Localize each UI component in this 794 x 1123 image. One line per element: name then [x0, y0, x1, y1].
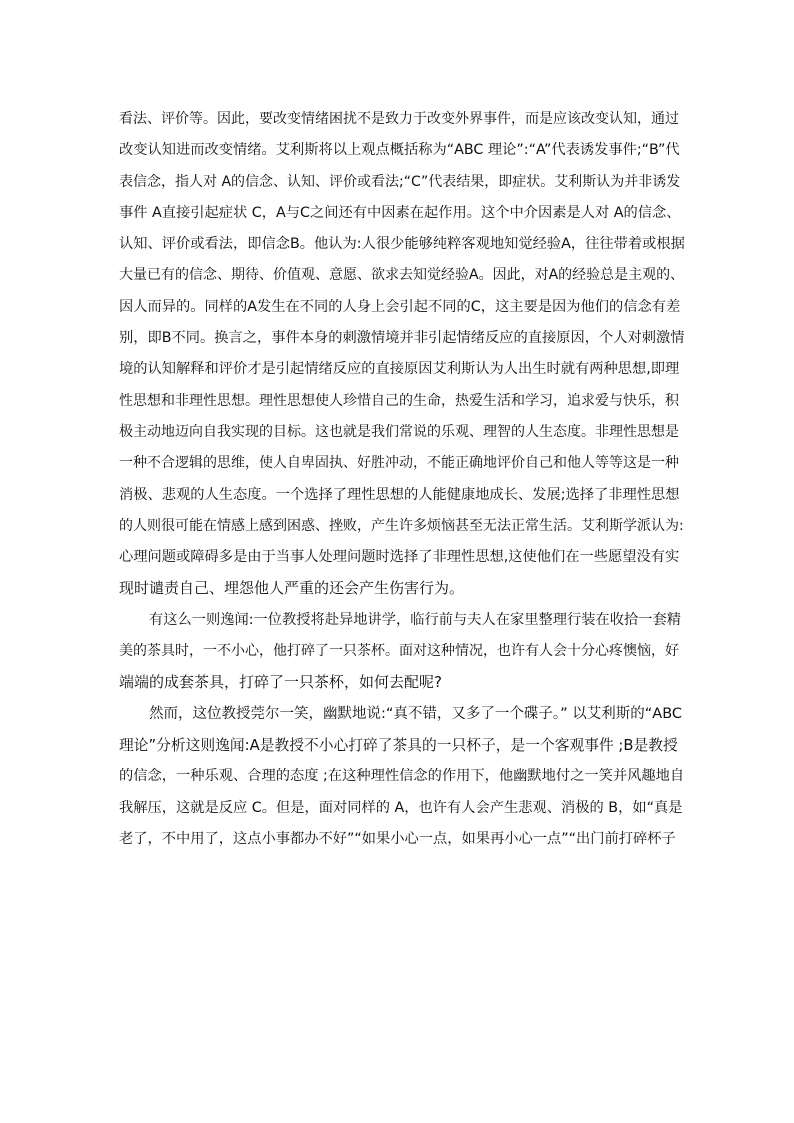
text-line: 事件 A直接引起症状 C，A与C之间还有中因素在起作用。这个中介因素是人对 A的信念、 [119, 204, 681, 221]
paragraph-first-line: 然而，这位教授莞尔一笑，幽默地说:“真不错，又多了一个碟子。” 以艾利斯的“ABC [149, 705, 683, 722]
text-line: 因人而异的。同样的A发生在不同的人身上会引起不同的C，这主要是因为他们的信念有差 [119, 298, 681, 315]
text-line: 别，即B不同。换言之，事件本身的刺激情境并非引起情绪反应的直接原因，个人对刺激情 [119, 330, 685, 347]
text-line: 极主动地迈向自我实现的目标。这也就是我们常说的乐观、理智的人生态度。非理性思想是 [119, 423, 679, 440]
text-line: 认知、评价或看法，即信念B。他认为:人很少能够纯粹客观地知觉经验A，往往带着或根据 [119, 236, 685, 253]
text-line: 老了，不中用了，这点小事都办不好”“如果小心一点，如果再小心一点”“出门前打碎杯子 [119, 830, 676, 847]
text-line: 心理问题或障碍多是由于当事人处理问题时选择了非理性思想,这使他们在一些愿望没有实 [119, 549, 680, 566]
text-line: 端端的成套茶具，打碎了一只茶杯，如何去配呢? [119, 673, 442, 692]
text-line: 现时谴责自己、埋怨他人严重的还会产生伤害行为。 [119, 579, 465, 598]
text-line: 表信念，指人对 A的信念、认知、评价或看法;“C”代表结果，即症状。艾利斯认为并非诱发 [119, 173, 681, 190]
text-line: 改变认知进而改变情绪。艾利斯将以上观点概括称为“ABC 理论”:“A”代表诱发事件;“B”代 [119, 142, 680, 159]
body-text [119, 104, 685, 855]
text-line: 消极、悲观的人生态度。一个选择了理性思想的人能健康地成长、发展;选择了非理性思想 [119, 486, 680, 503]
text-line: 的人则很可能在情感上感到困惑、挫败，产生许多烦恼甚至无法正常生活。艾利斯学派认为: [119, 517, 684, 534]
text-line: 性思想和非理性思想。理性思想使人珍惜自己的生命，热爱生活和学习，追求爱与快乐，积 [119, 392, 679, 409]
text-line: 的信念，一种乐观、合理的态度 ;在这种理性信念的作用下，他幽默地付之一笑并风趣地自 [119, 768, 685, 785]
text-line: 看法、评价等。因此，要改变情绪困扰不是致力于改变外界事件，而是应该改变认知，通过 [119, 111, 679, 127]
text-line: 大量已有的信念、期待、价值观、意愿、欲求去知觉经验A。因此，对A的经验总是主观的、 [119, 267, 685, 284]
paragraph-first-line: 有这么一则逸闻:一位教授将赴异地讲学，临行前与夫人在家里整理行装在收拾一套精 [149, 611, 682, 628]
text-line: 一种不合逻辑的思维，使人自卑固执、好胜冲动，不能正确地评价自己和他人等等这是一种 [119, 455, 679, 472]
text-line: 理论”分析这则逸闻:A是教授不小心打碎了茶具的一只杯子，是一个客观事件 ;B是教授 [119, 736, 678, 754]
text-line: 美的茶具时，一不小心，他打碎了一只茶杯。面对这种情况，也许有人会十分心疼懊恼，好 [119, 643, 679, 660]
text-line: 境的认知解释和评价才是引起情绪反应的直接原因艾利斯认为人出生时就有两种思想,即理 [119, 361, 680, 378]
text-line: 我解压，这就是反应 C。但是，面对同样的 A，也许有人会产生悲观、消极的 B，如“真是 [119, 799, 683, 816]
